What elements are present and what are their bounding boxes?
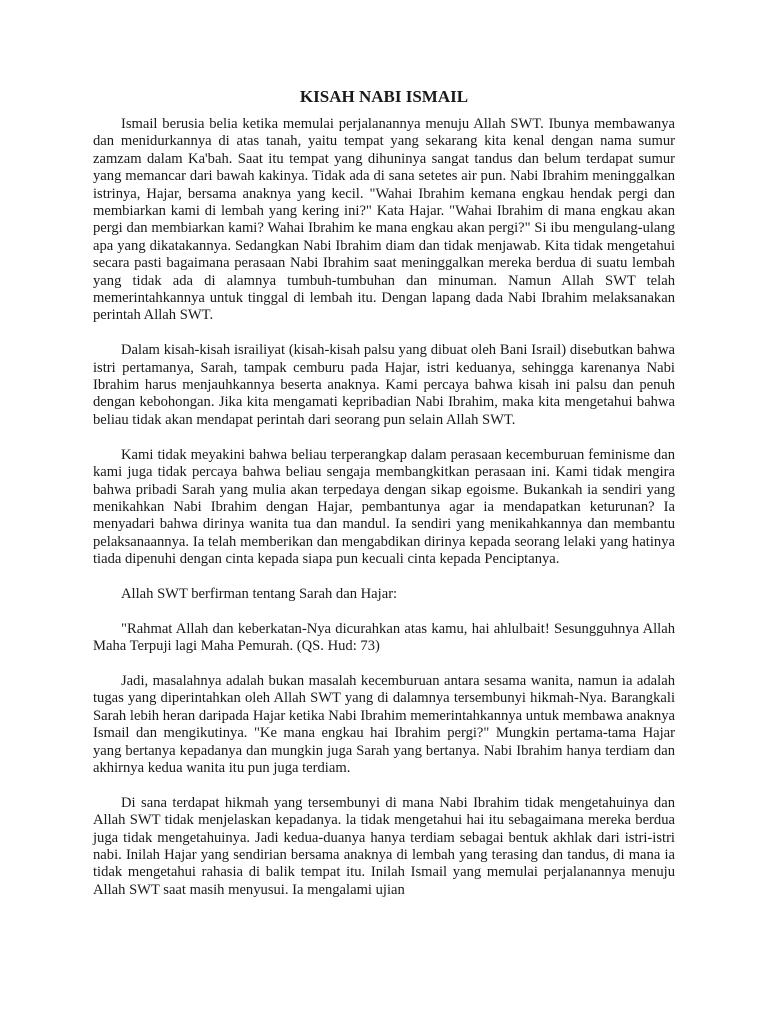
paragraph-6: Jadi, masalahnya adalah bukan masalah kecemburuan antara sesama wanita, namun ia adalah tugas yang diperintahkan oleh Allah SWT yang di dalamnya tersembunyi hikmah-Nya. Barangkali Sarah lebih heran daripada Hajar ketika Nabi Ibrahim memerintahkannya untuk membawa anaknya Ismail dan mengikutinya. "Ke mana engkau hai Ibrahim pergi?" Mungkin pertama-tama Hajar yang bertanya kepadanya dan mungkin juga Sarah yang bertanya. Nabi Ibrahim hanya terdiam dan akhirnya kedua wanita itu pun juga terdiam. — [93, 672, 675, 776]
paragraph-4: Allah SWT berfirman tentang Sarah dan Hajar: — [121, 585, 398, 602]
paragraph-2: Dalam kisah-kisah israiliyat (kisah-kisah palsu yang dibuat oleh Bani Israil) disebutkan bahwa istri pertamanya, Sarah, tampak cemburu pada Hajar, istri keduanya, sehingga karenanya Nabi Ibrahim harus menjauhkannya beserta anaknya. Kami percaya bahwa kisah ini palsu dan penuh dengan kebohongan. Jika kita mengamati kepribadian Nabi Ibrahim, maka kita mengetahui bahwa beliau tidak akan mendapat perintah dari seorang pun selain Allah SWT. — [93, 342, 675, 428]
paragraph-3: Kami tidak meyakini bahwa beliau terperangkap dalam perasaan kecemburuan feminisme dan kami juga tidak percaya bahwa beliau sengaja membangkitkan perasaan ini. Kami tidak mengira bahwa pribadi Sarah yang mulia akan terpedaya dengan sikap egoisme. Bukankah ia sendiri yang menikahkan Nabi Ibrahim dengan Hajar, pembantunya agar ia mendapatkan keturunan? Ia menyadari bahwa dirinya wanita tua dan mandul. Ia sendiri yang menikahkannya dan membantu pelaksanaannya. Ia telah memberikan dan mengabdikan dirinya kepada seorang lelaki yang hatinya tiada dipenuhi dengan cinta kepada siapa pun kecuali cinta kepada Penciptanya. — [93, 446, 675, 568]
paragraph-1: Ismail berusia belia ketika memulai perjalanannya menuju Allah SWT. Ibunya membawanya dan menidurkannya di atas tanah, yaitu tempat yang sekarang kita kenal dengan nama sumur zamzam dalam Ka'bah. Saat itu tempat yang dihuninya sangat tandus dan belum terdapat sumur yang memancar dari bawah kakinya. Tidak ada di sana setetes air pun. Nabi Ibrahim meninggalkan istrinya, Hajar, bersama anaknya yang kecil. "Wahai Ibrahim kemana engkau hendak pergi dan membiarkan kami di lembah yang kering ini?" Kata Hajar. "Wahai Ibrahim di mana engkau akan pergi dan membiarkan kami? Wahai Ibrahim ke mana engkau akan pergi?" Si ibu mengulang-ulang apa yang dikatakannya. Sedangkan Nabi Ibrahim diam dan tidak menjawab. Kita tidak mengetahui secara pasti bagaimana perasaan Nabi Ibrahim saat meninggalkan mereka berdua di suatu lembah yang tidak ada di alamnya tumbuh-tumbuhan dan minuman. Namun Allah SWT telah memerintahkannya untuk tinggal di lembah itu. Dengan lapang dada Nabi Ibrahim melaksanakan perintah Allah SWT. — [93, 116, 675, 324]
quote-paragraph: "Rahmat Allah dan keberkatan-Nya dicurahkan atas kamu, hai ahlulbait! Sesungguhnya Allah Maha Terpuji lagi Maha Pemurah. (QS. Hud: 73) — [93, 620, 675, 655]
document-page — [93, 86, 675, 899]
page-title: KISAH NABI ISMAIL — [299, 87, 469, 106]
paragraph-7: Di sana terdapat hikmah yang tersembunyi di mana Nabi Ibrahim tidak mengetahuinya dan Allah SWT tidak menjelaskan kepadanya. la tidak mengetahui hai itu sebagaimana mereka berdua juga tidak mengetahuinya. Jadi kedua-duanya hanya terdiam sebagai bentuk akhlak dari istri-istri nabi. Inilah Hajar yang sendirian bersama anaknya di lembah yang terasing dan tandus, di mana ia tidak mengetahui rahasia di balik tempat itu. Inilah Ismail yang memulai perjalanannya menuju Allah SWT saat masih menyusui. Ia mengalami ujian — [93, 794, 675, 898]
